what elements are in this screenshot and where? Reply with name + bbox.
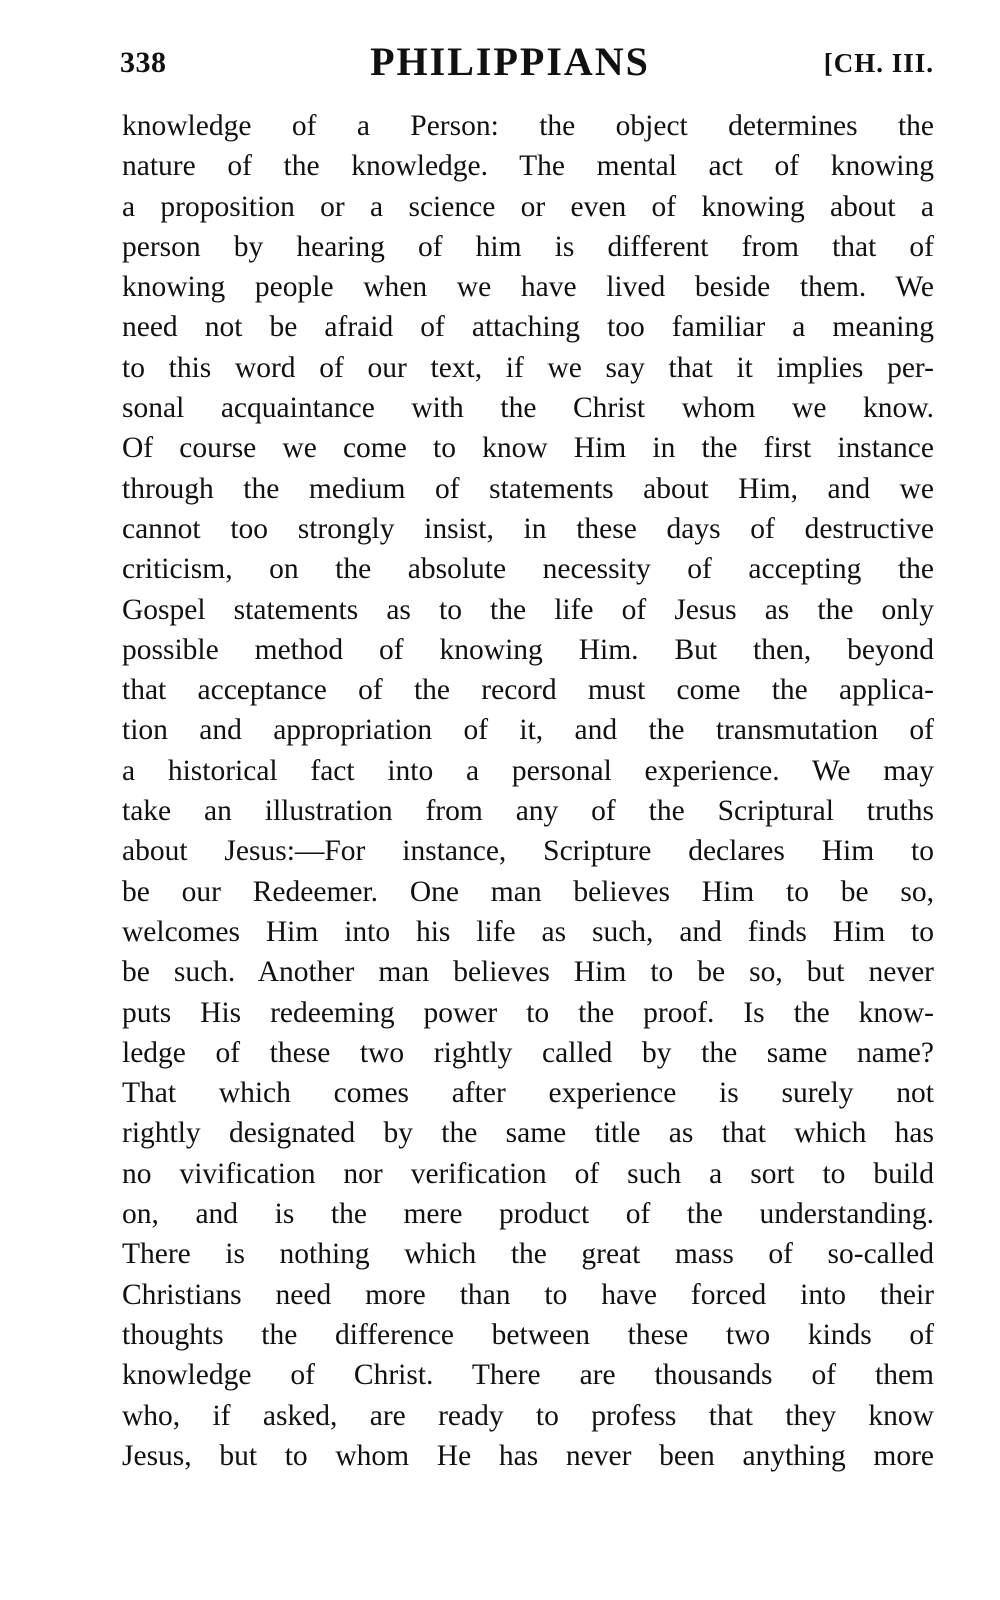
text-line: Of course we come to know Him in the first instance (122, 432, 934, 465)
text-line: That which comes after experience is surely not (122, 1077, 934, 1110)
text-line: a historical fact into a personal experience. We may (122, 754, 934, 787)
text-line: thoughts the difference between these two kinds of (122, 1318, 934, 1351)
text-line: to this word of our text, if we say that it implies per- (122, 351, 934, 384)
text-line: take an illustration from any of the Scriptural truths (122, 795, 934, 828)
text-line: sonal acquaintance with the Christ whom we know. (122, 392, 934, 425)
text-line: Christians need more than to have forced into their (122, 1278, 934, 1311)
text-line: nature of the knowledge. The mental act of knowing (122, 150, 934, 183)
text-line: on, and is the mere product of the understanding. (122, 1198, 934, 1231)
text-line: tion and appropriation of it, and the transmutation of (122, 714, 934, 747)
text-line: knowledge of a Person: the object determines the (122, 110, 934, 142)
text-line: need not be afraid of attaching too familiar a meaning (122, 311, 934, 344)
running-head (120, 38, 940, 92)
text-line: a proposition or a science or even of knowing about a (122, 190, 934, 223)
text-line: who, if asked, are ready to profess that they know (122, 1399, 934, 1432)
text-line: possible method of knowing Him. But then, beyond (122, 633, 934, 666)
text-line: person by hearing of him is different from that of (122, 230, 934, 263)
running-title: PHILIPPIANS (370, 39, 650, 84)
page-number: 338 (120, 46, 167, 79)
chapter-reference: [CH. III. (823, 48, 934, 78)
text-line: be our Redeemer. One man believes Him to be so, (122, 875, 934, 908)
text-line: Jesus, but to whom He has never been anything more (122, 1439, 934, 1472)
text-line: Gospel statements as to the life of Jesus as the only (122, 593, 934, 626)
text-line: ledge of these two rightly called by the same name? (122, 1036, 934, 1069)
text-line: criticism, on the absolute necessity of accepting the (122, 553, 934, 586)
text-line: that acceptance of the record must come the applica- (122, 674, 934, 707)
text-line: through the medium of statements about Him, and we (122, 472, 934, 505)
text-line: knowing people when we have lived beside them. We (122, 271, 934, 304)
text-line: be such. Another man believes Him to be so, but never (122, 956, 934, 989)
text-line: There is nothing which the great mass of so-called (122, 1238, 934, 1271)
text-line: cannot too strongly insist, in these days of destructive (122, 512, 934, 545)
text-line: knowledge of Christ. There are thousands of them (122, 1359, 934, 1392)
text-line: welcomes Him into his life as such, and finds Him to (122, 915, 934, 948)
body-text (122, 106, 934, 1476)
text-line: rightly designated by the same title as that which has (122, 1117, 934, 1150)
text-line: no vivification nor verification of such a sort to build (122, 1157, 934, 1190)
text-line: puts His redeeming power to the proof. Is the know- (122, 996, 934, 1029)
text-line: about Jesus:—For instance, Scripture declares Him to (122, 835, 934, 868)
